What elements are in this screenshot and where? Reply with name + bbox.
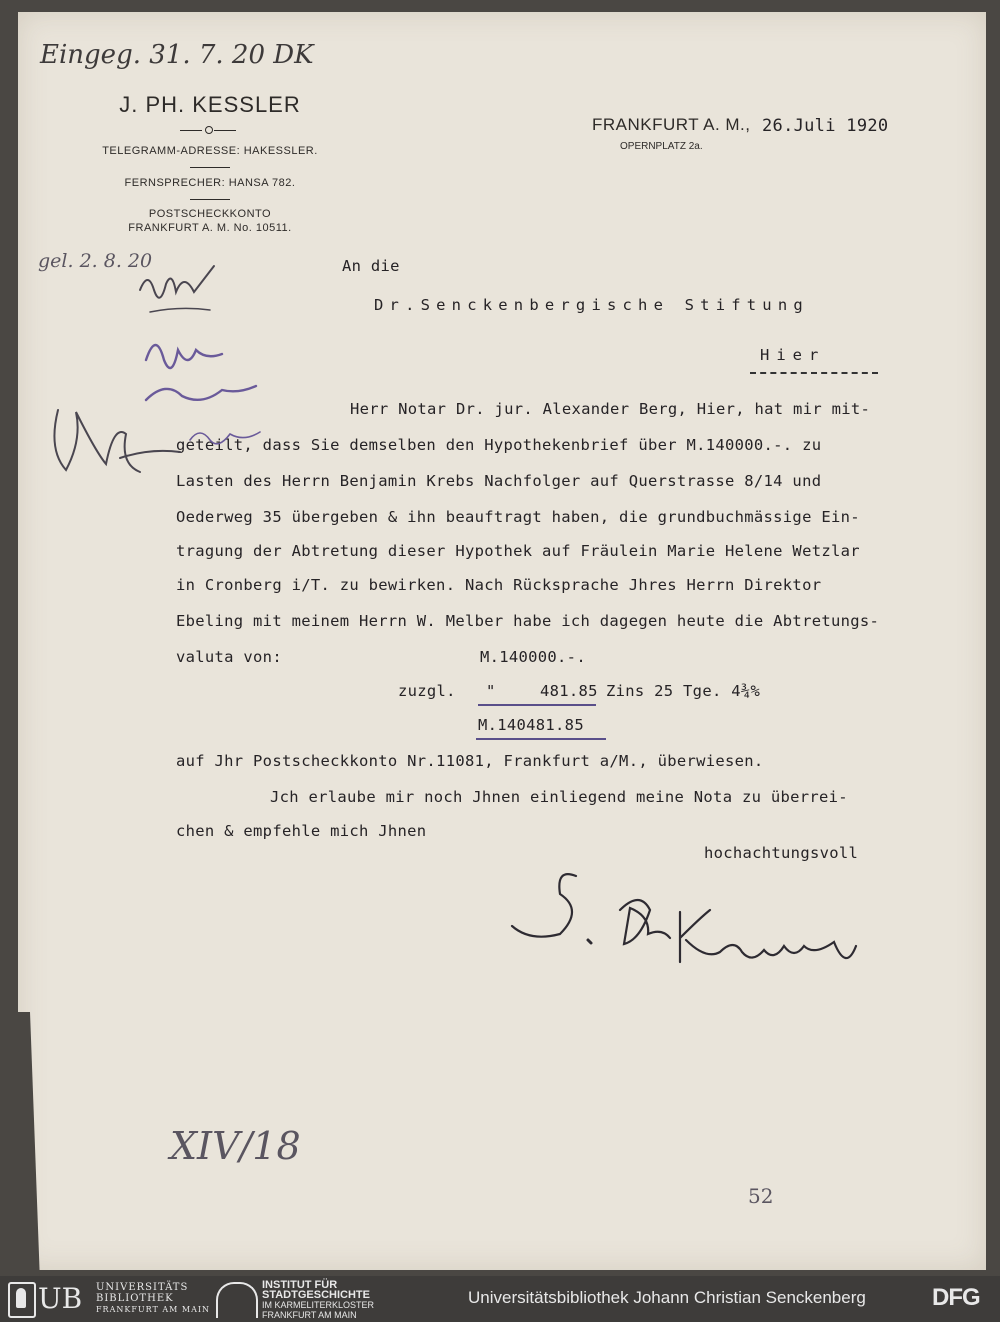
salutation-to: An die [342,257,400,275]
isg-line-3: IM KARMELITERKLOSTER [262,1300,375,1310]
place: FRANKFURT A. M., [592,115,751,134]
valediction: hochachtungsvoll [704,844,859,862]
ub-line-3: FRANKFURT AM MAIN [96,1305,211,1314]
signature-dot [588,940,591,943]
body-line-7: Ebeling mit meinem Herrn W. Melber habe ich dagegen heute die Abtretungs- [176,612,880,630]
isg-logo-text [262,1280,374,1320]
body-line-2: geteilt, dass Sie demselben den Hypothekenbrief über M.140000.-. zu [176,436,822,454]
street-address: OPERNPLATZ 2a. [620,141,703,152]
recipient: Dr.Senckenbergische Stiftung [374,296,809,314]
isg-arch-icon [216,1282,258,1318]
recipient-city: Hier [760,346,826,364]
received-note: Eingeg. 31. 7. 20 DK [40,40,314,70]
body-line-6: in Cronberg i/T. zu bewirken. Nach Rücksprache Jhres Herrn Direktor [176,576,822,594]
postscheck-number: FRANKFURT A. M. No. 10511. [128,222,292,234]
addition-description: Zins 25 Tge. 4¾% [606,682,761,700]
ub-line-2: BIBLIOTHEK [96,1293,174,1304]
violet-signature-2 [146,386,256,400]
telegram-address: TELEGRAMM-ADRESSE: HAKESSLER. [102,145,318,157]
isg-line-1: INSTITUT FÜR [262,1279,338,1291]
paid-note: gel. 2. 8. 20 [38,250,153,272]
violet-signature-1 [146,345,222,368]
isg-line-4: FRANKFURT AM MAIN [262,1310,357,1320]
ub-logo-text [96,1282,210,1315]
body-line-4: Oederweg 35 übergeben & ihn beauftragt haben, die grundbuchmässige Ein- [176,508,860,526]
body-line-5: tragung der Abtretung dieser Hypothek auf Fräulein Marie Helene Wetzlar [176,542,860,560]
addition-amount: 481.85 [540,682,598,700]
library-name: Universitätsbibliothek Johann Christian Senckenberg [468,1288,866,1307]
initials-scribble-3 [54,410,140,472]
addition-label: zuzgl. [398,682,456,700]
signature-s [512,874,576,937]
ub-letters: UB [38,1282,83,1315]
initials-scribble-2 [150,308,210,312]
ub-line-1: UNIVERSITÄTS [96,1282,189,1293]
amount-principal: M.140000.-. [480,648,586,666]
initials-scribble-4 [120,451,180,458]
closing-line-1: Jch erlaube mir noch Jhnen einliegend meine Nota zu überrei- [270,788,848,806]
violet-signature-3 [190,432,260,444]
total-amount: M.140481.85 [478,716,584,734]
closing-line-2: chen & empfehle mich Jhnen [176,822,427,840]
footer-bar [0,1276,1000,1322]
firm-name: J. PH. KESSLER [119,92,301,117]
archive-number: XIV/18 [170,1124,301,1168]
transfer-line: auf Jhr Postscheckkonto Nr.11081, Frankfurt a/M., überwiesen. [176,752,764,770]
phone: FERNSPRECHER: HANSA 782. [124,177,296,189]
dfg-logo: DFG [932,1284,980,1311]
body-line-8: valuta von: [176,648,282,666]
body-line-3: Lasten des Herrn Benjamin Krebs Nachfolger auf Querstrasse 8/14 und [176,472,822,490]
letter-date: 26.Juli 1920 [762,116,889,136]
page-number: 52 [748,1184,774,1208]
signature-ph [620,900,670,944]
postscheck-label: POSTSCHECKKONTO [148,208,272,220]
initials-scribble-1 [140,266,214,298]
addition-ditto: " [486,682,496,700]
ub-logo-icon [8,1282,36,1318]
body-line-1: Herr Notar Dr. jur. Alexander Berg, Hier, hat mir mit- [350,400,871,418]
isg-line-2: STADTGESCHICHTE [262,1289,370,1301]
signature-kessler [680,910,856,962]
